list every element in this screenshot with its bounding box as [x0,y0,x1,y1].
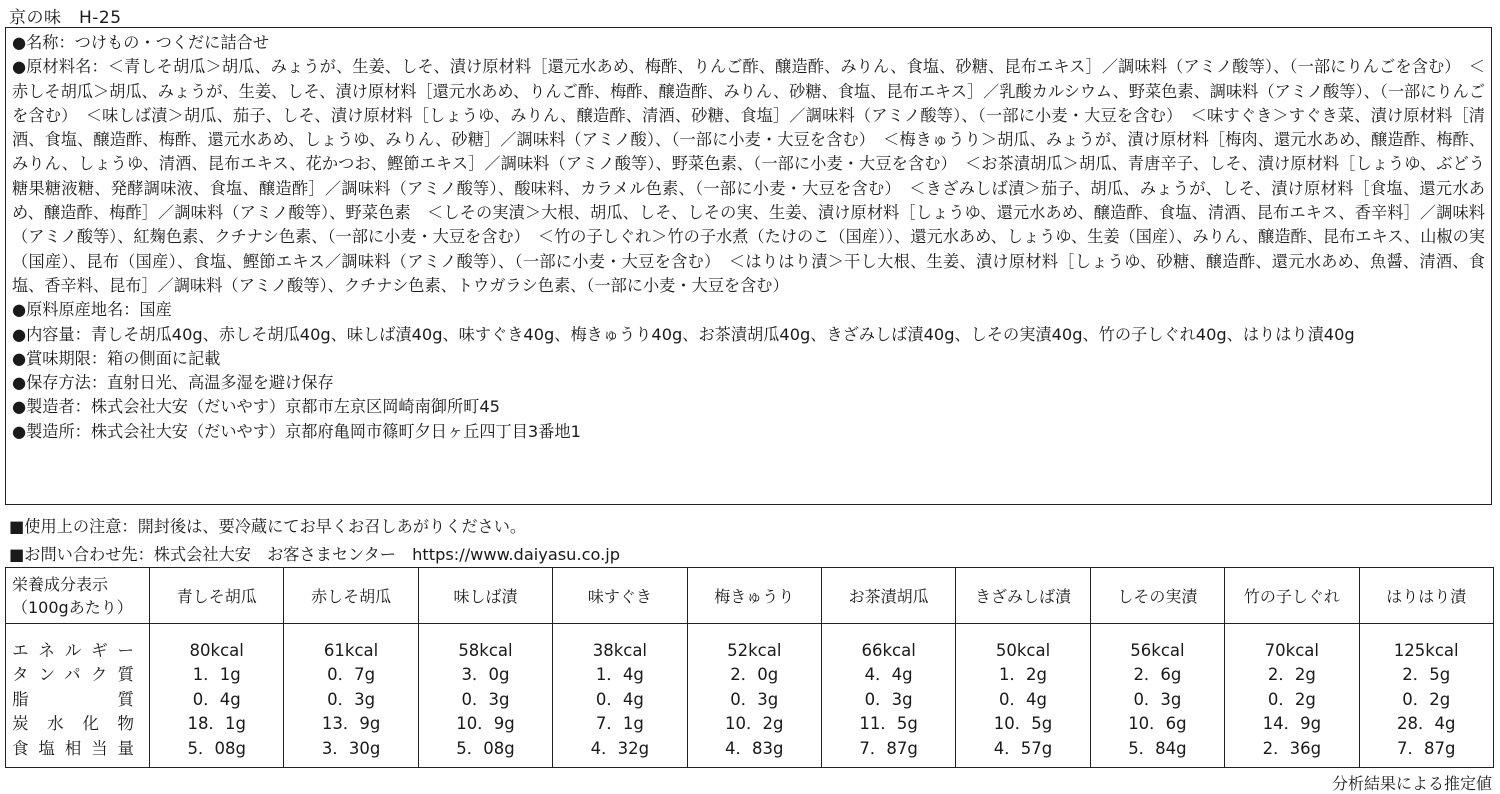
usage-caution: ■使用上の注意：開封後は、要冷蔵にてお早くお召しあがりください。 [9,517,527,536]
nutrient-label: エネルギー [12,640,134,660]
nutrition-table [5,567,1494,768]
nutrient-value: 0．7g [327,665,376,685]
nutrient-value: 13．9g [321,714,381,734]
product-values-cell [687,624,821,768]
nutrient-value: 52kcal [727,640,782,660]
nutrient-value: 4．4g [864,665,913,685]
product-column-header: 赤しそ胡瓜 [284,568,418,624]
product-column-header: はりはり漬 [1359,568,1493,624]
product-column-header: きざみしば漬 [956,568,1090,624]
nutrient-value: 0．3g [730,689,779,709]
nutrient-value: 4．83g [725,738,784,758]
nutrient-value: 10．6g [1128,714,1187,734]
nutrition-header-title: 栄養成分表示 [12,574,109,594]
nutrient-value: 5．08g [187,738,246,758]
product-values-cell [1359,624,1493,768]
nutrient-value: 2．2g [1267,665,1316,685]
product-column-header: 味すぐき [553,568,687,624]
nutrition-header-basis: （100gあたり） [12,597,133,617]
product-column-header: しその実漬 [1090,568,1224,624]
nutrient-label: 食塩相当量 [12,738,134,758]
factory: ●製造所：株式会社大安（だいやす）京都府亀岡市篠町夕日ヶ丘四丁目3番地1 [12,421,581,441]
nutrient-label: 脂質 [12,689,134,709]
product-column-header: お茶漬胡瓜 [821,568,955,624]
ingredients-list: ●原材料名：＜青しそ胡瓜＞胡瓜、みょうが、生姜、しそ、漬け原材料［還元水あめ、梅酢、りんご酢、醸造酢、みりん、食塩、砂糖、昆布エキス］／調味料（アミノ酸等）、（一部にりんごを含む） ＜赤しそ胡瓜＞胡瓜、みょうが、生姜、しそ、漬け原材料［還元水あめ、りんご酢、梅酢、醸造酢、みりん、砂糖、食塩、昆布エキス］／乳酸カルシウム、野菜色素、調味料（アミノ酸等）、（一部にりんごを含む） ＜味しば漬＞胡瓜、茄子、しそ、漬け原材料［しょうゆ、みりん、醸造酢、清酒、砂糖、食塩］／調味料（アミノ酸等）、（一部に小麦・大豆を含む） ＜味すぐき＞すぐき菜、漬け原材料［清酒、食塩、醸造酢、梅酢、還元水あめ、しょうゆ、みりん、砂糖］／調味料（アミノ酸）、（一部に小麦・大豆を含む） ＜梅きゅうり＞胡瓜、みょうが、漬け原材料［梅肉、還元水あめ、醸造酢、梅酢、みりん、しょうゆ、清酒、昆布エキス、花かつお、鰹節エキス］／調味料（アミノ酸等）、野菜色素、（一部に小麦・大豆を含む） ＜お茶漬胡瓜＞胡瓜、青唐辛子、しそ、漬け原材料［しょうゆ、ぶどう糖果糖液糖、発酵調味液、食塩、醸造酢］／調味料（アミノ酸等）、酸味料、カラメル色素、（一部に小麦・大豆を含む） ＜きざみしば漬＞茄子、胡瓜、みょうが、しそ、漬け原材料［食塩、還元水あめ、醸造酢、梅酢］／調味料（アミノ酸等）、野菜色素 ＜しその実漬＞大根、胡瓜、しそ、しその実、生姜、漬け原材料［しょうゆ、還元水あめ、醸造酢、食塩、清酒、昆布エキス、香辛料］／調味料（アミノ酸等）、紅麹色素、クチナシ色素、（一部に小麦・大豆を含む） ＜竹の子しぐれ＞竹の子水煮（たけのこ（国産））、還元水あめ、しょうゆ、生姜（国産）、みりん、醸造酢、昆布エキス、山椒の実（国産）、昆布（国産）、食塩、鰹節エキス／調味料（アミノ酸等）、（一部に小麦・大豆を含む） ＜はりはり漬＞干し大根、生姜、漬け原材料［しょうゆ、砂糖、醸造酢、還元水あめ、魚醤、清酒、食塩、香辛料、昆布］／調味料（アミノ酸等）、クチナシ色素、トウガラシ色素、（一部に小麦・大豆を含む） [12,57,1485,295]
product-column-header: 青しそ胡瓜 [150,568,284,624]
contact-info: ■お問い合わせ先：株式会社大安 お客さまセンター https://www.daiyasu.co.jp [9,545,621,564]
product-values-cell [1225,624,1359,768]
nutrient-label: タンパク質 [12,665,134,685]
nutrient-value: 61kcal [323,640,379,660]
product-values-cell [821,624,955,768]
origin: ●原料原産地名：国産 [12,300,172,320]
nutrient-value: 11．5g [859,714,918,734]
nutrient-value: 0．3g [461,689,510,709]
nutrient-value: 70kcal [1264,640,1319,660]
nutrient-value: 7．1g [595,714,644,734]
nutrient-value: 38kcal [592,640,648,660]
nutrient-value: 10．9g [456,714,515,734]
product-values-cell [1090,624,1224,768]
nutrient-value: 0．2g [1402,689,1451,709]
product-values-cell [956,624,1090,768]
nutrient-value: 0．4g [192,689,241,709]
nutrient-value: 1．2g [999,665,1048,685]
nutrient-value: 2．6g [1133,665,1182,685]
nutrient-value: 4．32g [590,738,650,758]
nutrient-value: 3．0g [461,665,510,685]
manufacturer: ●製造者：株式会社大安（だいやす）京都市左京区岡崎南御所町45 [12,397,500,417]
nutrient-value: 5．84g [1128,738,1187,758]
product-values-cell [150,624,284,768]
page-title: 京の味 H-25 [9,8,122,28]
product-info-box [5,27,1492,505]
storage-method: ●保存方法：直射日光、高温多湿を避け保存 [12,373,334,393]
nutrient-value: 28．4g [1396,714,1456,734]
nutrient-value: 7．87g [859,738,918,758]
nutrient-value: 5．08g [456,738,515,758]
nutrient-value: 80kcal [189,640,244,660]
nutrient-value: 10．2g [725,714,784,734]
nutrient-value: 14．9g [1262,714,1322,734]
nutrition-header-cell [6,568,150,624]
best-before: ●賞味期限：箱の側面に記載 [12,348,221,368]
nutrient-value: 3．30g [321,738,381,758]
nutrition-data-row [6,624,1494,768]
nutrient-value: 1．1g [192,665,241,685]
nutrient-value: 0．3g [327,689,376,709]
nutrient-value: 1．4g [595,665,644,685]
nutrition-footnote: 分析結果による推定値 [1331,774,1492,793]
nutrient-value: 0．2g [1267,689,1316,709]
nutrient-value: 50kcal [995,640,1051,660]
contents: ●内容量：青しそ胡瓜40g、赤しそ胡瓜40g、味しば漬40g、味すぐき40g、梅きゅうり40g、お茶漬胡瓜40g、きざみしば漬40g、しその実漬40g、竹の子しぐれ40g、はりはり漬40g [12,324,1355,344]
nutrient-value: 2．5g [1402,665,1451,685]
nutrient-value: 0．3g [1133,689,1182,709]
nutrient-value: 10．5g [993,714,1053,734]
nutrient-value: 4．57g [993,738,1053,758]
nutrient-value: 66kcal [861,640,916,660]
nutrient-value: 0．3g [864,689,913,709]
product-values-cell [284,624,418,768]
nutrition-header-row [6,568,1494,624]
nutrient-value: 0．4g [999,689,1048,709]
product-values-cell [553,624,687,768]
nutrient-labels-cell [6,624,150,768]
nutrient-label: 炭水化物 [12,714,134,734]
nutrient-value: 7．87g [1396,738,1456,758]
nutrient-value: 18．1g [187,714,246,734]
nutrient-value: 56kcal [1130,640,1185,660]
product-values-cell [418,624,552,768]
nutrient-value: 2．36g [1262,738,1322,758]
nutrient-value: 125kcal [1393,640,1459,660]
nutrient-value: 0．4g [595,689,644,709]
product-column-header: 竹の子しぐれ [1225,568,1359,624]
product-name: ●名称：つけもの・つくだに詰合せ [12,33,269,52]
product-column-header: 梅きゅうり [687,568,821,624]
product-column-header: 味しば漬 [418,568,552,624]
nutrient-value: 58kcal [458,640,513,660]
nutrient-value: 2．0g [730,665,779,685]
